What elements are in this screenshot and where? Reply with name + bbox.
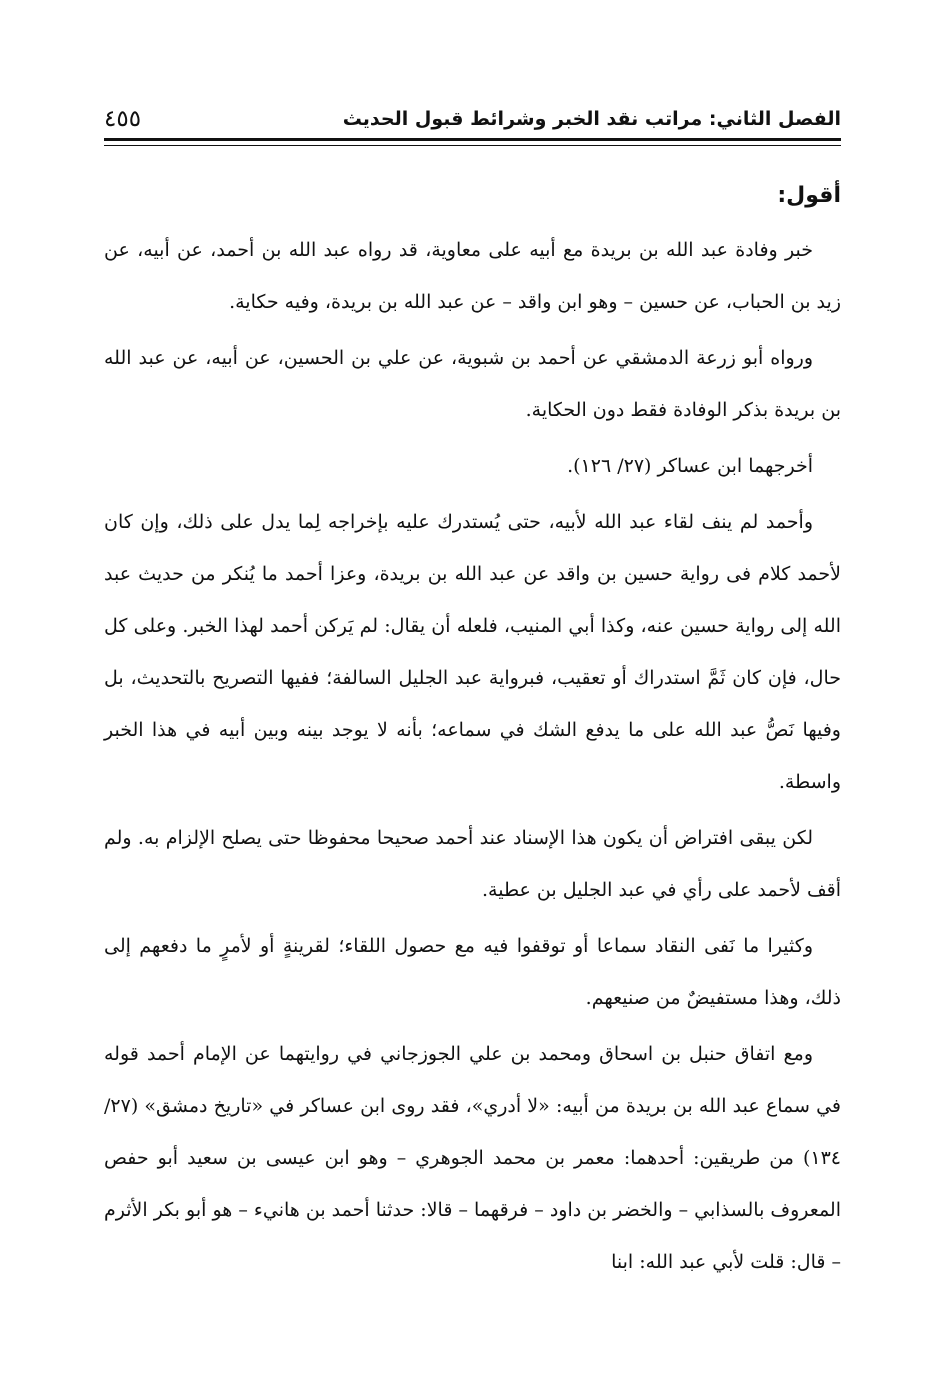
body-text — [104, 176, 841, 1292]
paragraph: لكن يبقى افتراض أن يكون هذا الإسناد عند أحمد صحيحا محفوظا حتى يصلح الإلزام به. ولم أقف لأحمد على رأي في عبد الجليل بن عطية. — [104, 827, 841, 901]
section-heading: أقول: — [777, 183, 841, 208]
paragraph: خبر وفادة عبد الله بن بريدة مع أبيه على معاوية، قد رواه عبد الله بن أحمد، عن أبيه، عن زيد بن الحباب، عن حسين – وهو ابن واقد – عن عبد الله بن بريدة، وفيه حكاية. — [104, 239, 841, 313]
header-rule-thin — [104, 145, 841, 146]
chapter-title: الفصل الثاني: مراتب نقد الخبر وشرائط قبول الحديث — [342, 108, 841, 130]
paragraph: وأحمد لم ينف لقاء عبد الله لأبيه، حتى يُستدرك عليه بإخراجه لِما يدل على ذلك، وإن كان لأحمد كلام فى رواية حسين بن واقد عن عبد الله بن بريدة، وعزا أحمد ما يُنكر من حديث عبد الله إلى رواية حسين عنه، وكذا أبي المنيب، فلعله أن يقال: لم يَركن أحمد لهذا الخبر. وعلى كل حال، فإن كان ثَمَّ استدراك أو تعقيب، فبرواية عبد الجليل السالفة؛ ففيها التصريح بالتحديث، بل وفيها نَصُّ عبد الله على ما يدفع الشك في سماعه؛ بأنه لا يوجد بينه وبين أبيه في هذا الخبر واسطة. — [104, 511, 841, 793]
paragraph: ورواه أبو زرعة الدمشقي عن أحمد بن شبوية، عن علي بن الحسين، عن أبيه، عن عبد الله بن بريدة بذكر الوفادة فقط دون الحكاية. — [104, 347, 841, 421]
running-header — [104, 92, 841, 132]
paragraph: ومع اتفاق حنبل بن اسحاق ومحمد بن علي الجوزجاني في روايتهما عن الإمام أحمد قوله في سماع عبد الله بن بريدة من أبيه: «لا أدري»، فقد روى ابن عساكر في «تاريخ دمشق» (٢٧/ ١٣٤) من طريقين: أحدهما: معمر بن محمد الجوهري – وهو ابن عيسى بن سعيد أبو حفص المعروف بالسذابي – والخضر بن داود – فرقهما – قالا: حدثنا أحمد بن هانيء – هو أبو بكر الأثرم – قال: قلت لأبي عبد الله: ابنا — [104, 1043, 841, 1273]
paragraph: أخرجهما ابن عساكر (٢٧/ ١٢٦). — [567, 455, 813, 477]
page-number: ٤٥٥ — [104, 106, 142, 132]
header-rule-thick — [104, 138, 841, 141]
paragraph: وكثيرا ما نَفى النقاد سماعا أو توقفوا فيه مع حصول اللقاء؛ لقرينةٍ أو لأمرٍ ما دفعهم إلى ذلك، وهذا مستفيضٌ من صنيعهم. — [104, 935, 841, 1009]
